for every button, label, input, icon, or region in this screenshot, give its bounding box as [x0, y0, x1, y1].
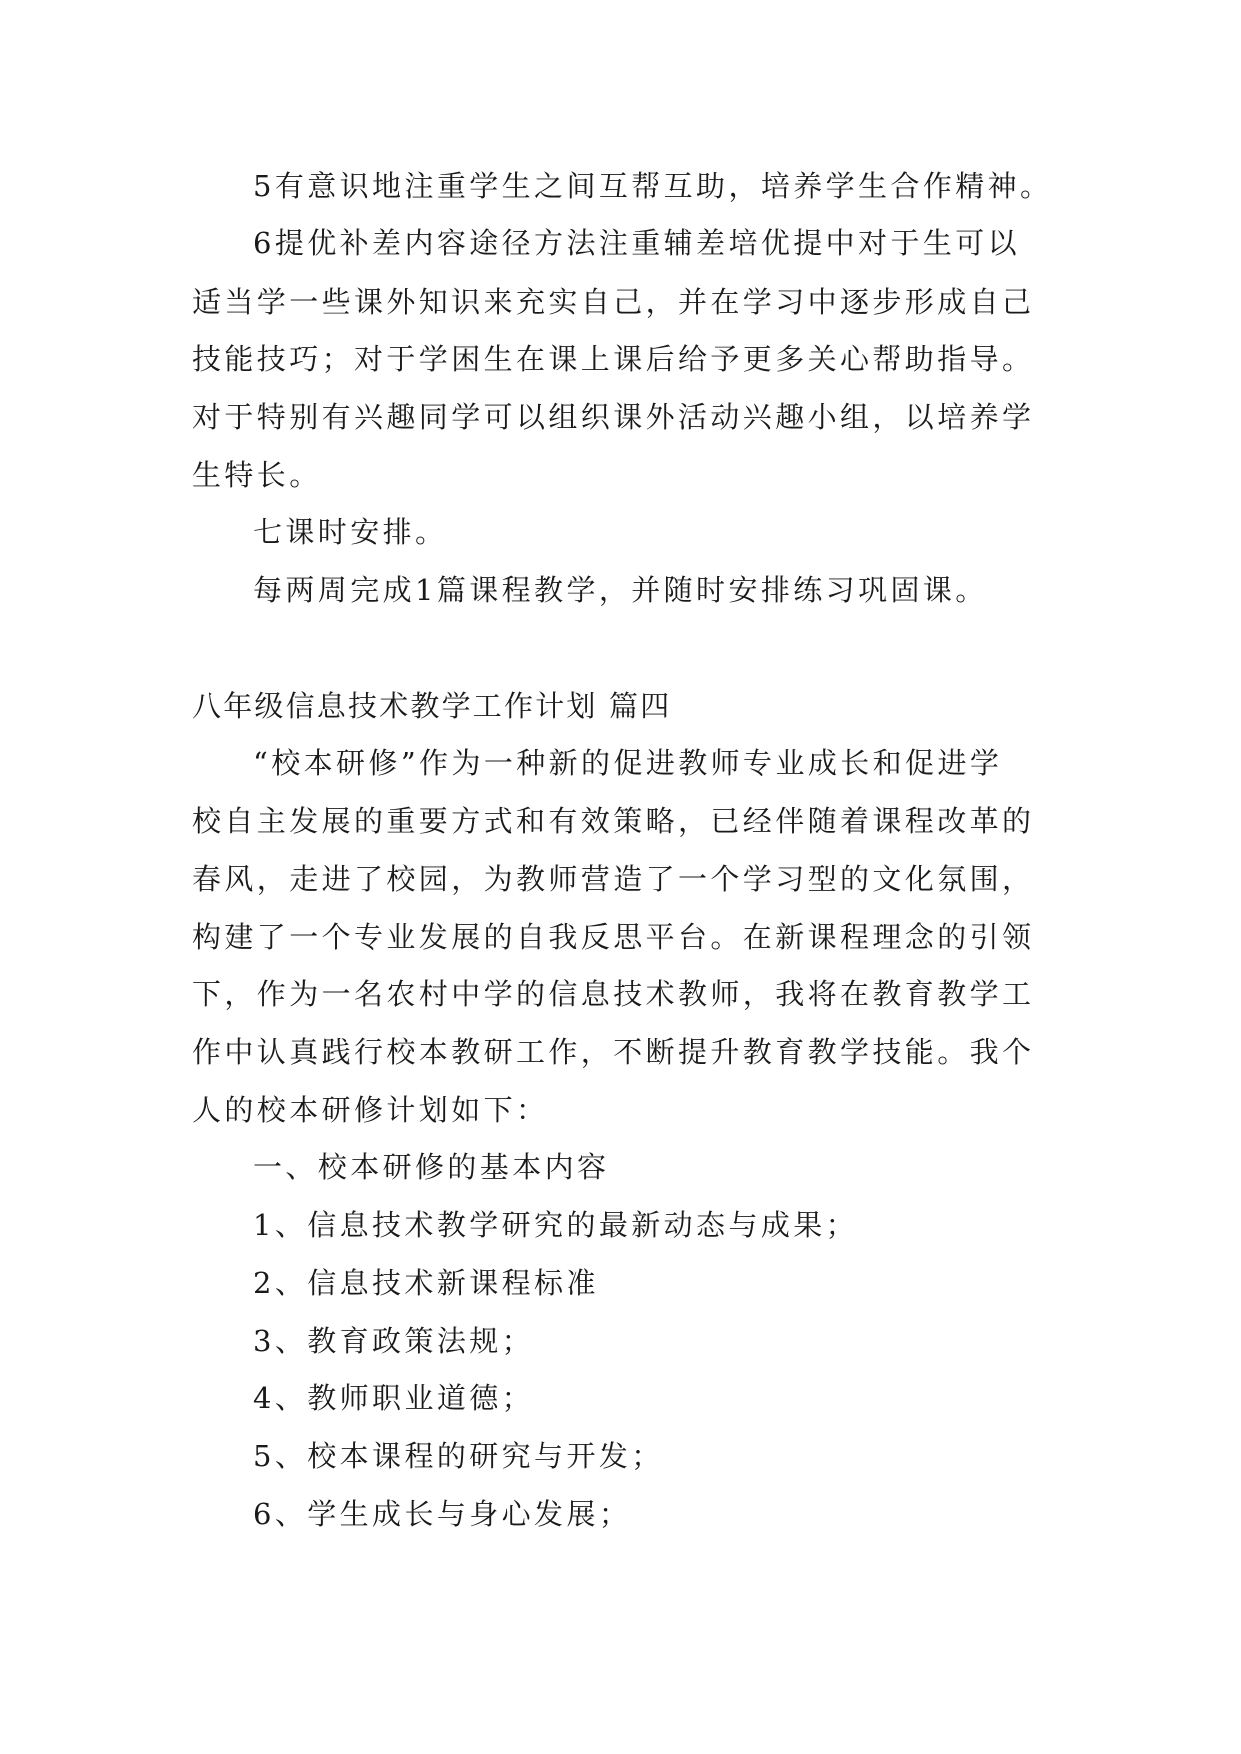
list-item: 3、教育政策法规； [253, 1324, 535, 1358]
list-item: 2、信息技术新课程标准 [253, 1266, 599, 1300]
list-item: 1、信息技术教学研究的最新动态与成果； [253, 1208, 859, 1242]
list-item: 4、教师职业道德； [253, 1381, 535, 1415]
paragraph-line: 6提优补差内容途径方法注重辅差培优提中对于生可以 [253, 226, 1021, 260]
paragraph-line: 七课时安排。 [253, 515, 448, 549]
paragraph-line: 人的校本研修计划如下： [192, 1093, 549, 1127]
paragraph-line: 技能技巧；对于学困生在课上课后给予更多关心帮助指导。 [192, 342, 1035, 376]
list-item: 5、校本课程的研究与开发； [253, 1439, 664, 1473]
paragraph-line: 春风，走进了校园，为教师营造了一个学习型的文化氛围， [192, 862, 1035, 896]
paragraph-line: 5有意识地注重学生之间互帮互助，培养学生合作精神。 [253, 169, 1053, 203]
paragraph-line: 适当学一些课外知识来充实自己，并在学习中逐步形成自己 [192, 285, 1035, 319]
paragraph-line: 生特长。 [192, 458, 322, 492]
paragraph-line: 对于特别有兴趣同学可以组织课外活动兴趣小组，以培养学 [192, 400, 1035, 434]
paragraph-line: 作中认真践行校本教研工作，不断提升教育教学技能。我个 [192, 1035, 1035, 1069]
paragraph-line: 校自主发展的重要方式和有效策略，已经伴随着课程改革的 [192, 804, 1035, 838]
subheading: 一、校本研修的基本内容 [253, 1150, 610, 1184]
list-item: 6、学生成长与身心发展； [253, 1497, 632, 1531]
section-heading: 八年级信息技术教学工作计划 篇四 [192, 689, 672, 723]
paragraph-line: “校本研修”作为一种新的促进教师专业成长和促进学 [253, 746, 1003, 780]
paragraph-line: 构建了一个专业发展的自我反思平台。在新课程理念的引领 [192, 920, 1035, 954]
paragraph-line: 下，作为一名农村中学的信息技术教师，我将在教育教学工 [192, 977, 1035, 1011]
paragraph-line: 每两周完成1篇课程教学，并随时安排练习巩固课。 [253, 573, 988, 607]
